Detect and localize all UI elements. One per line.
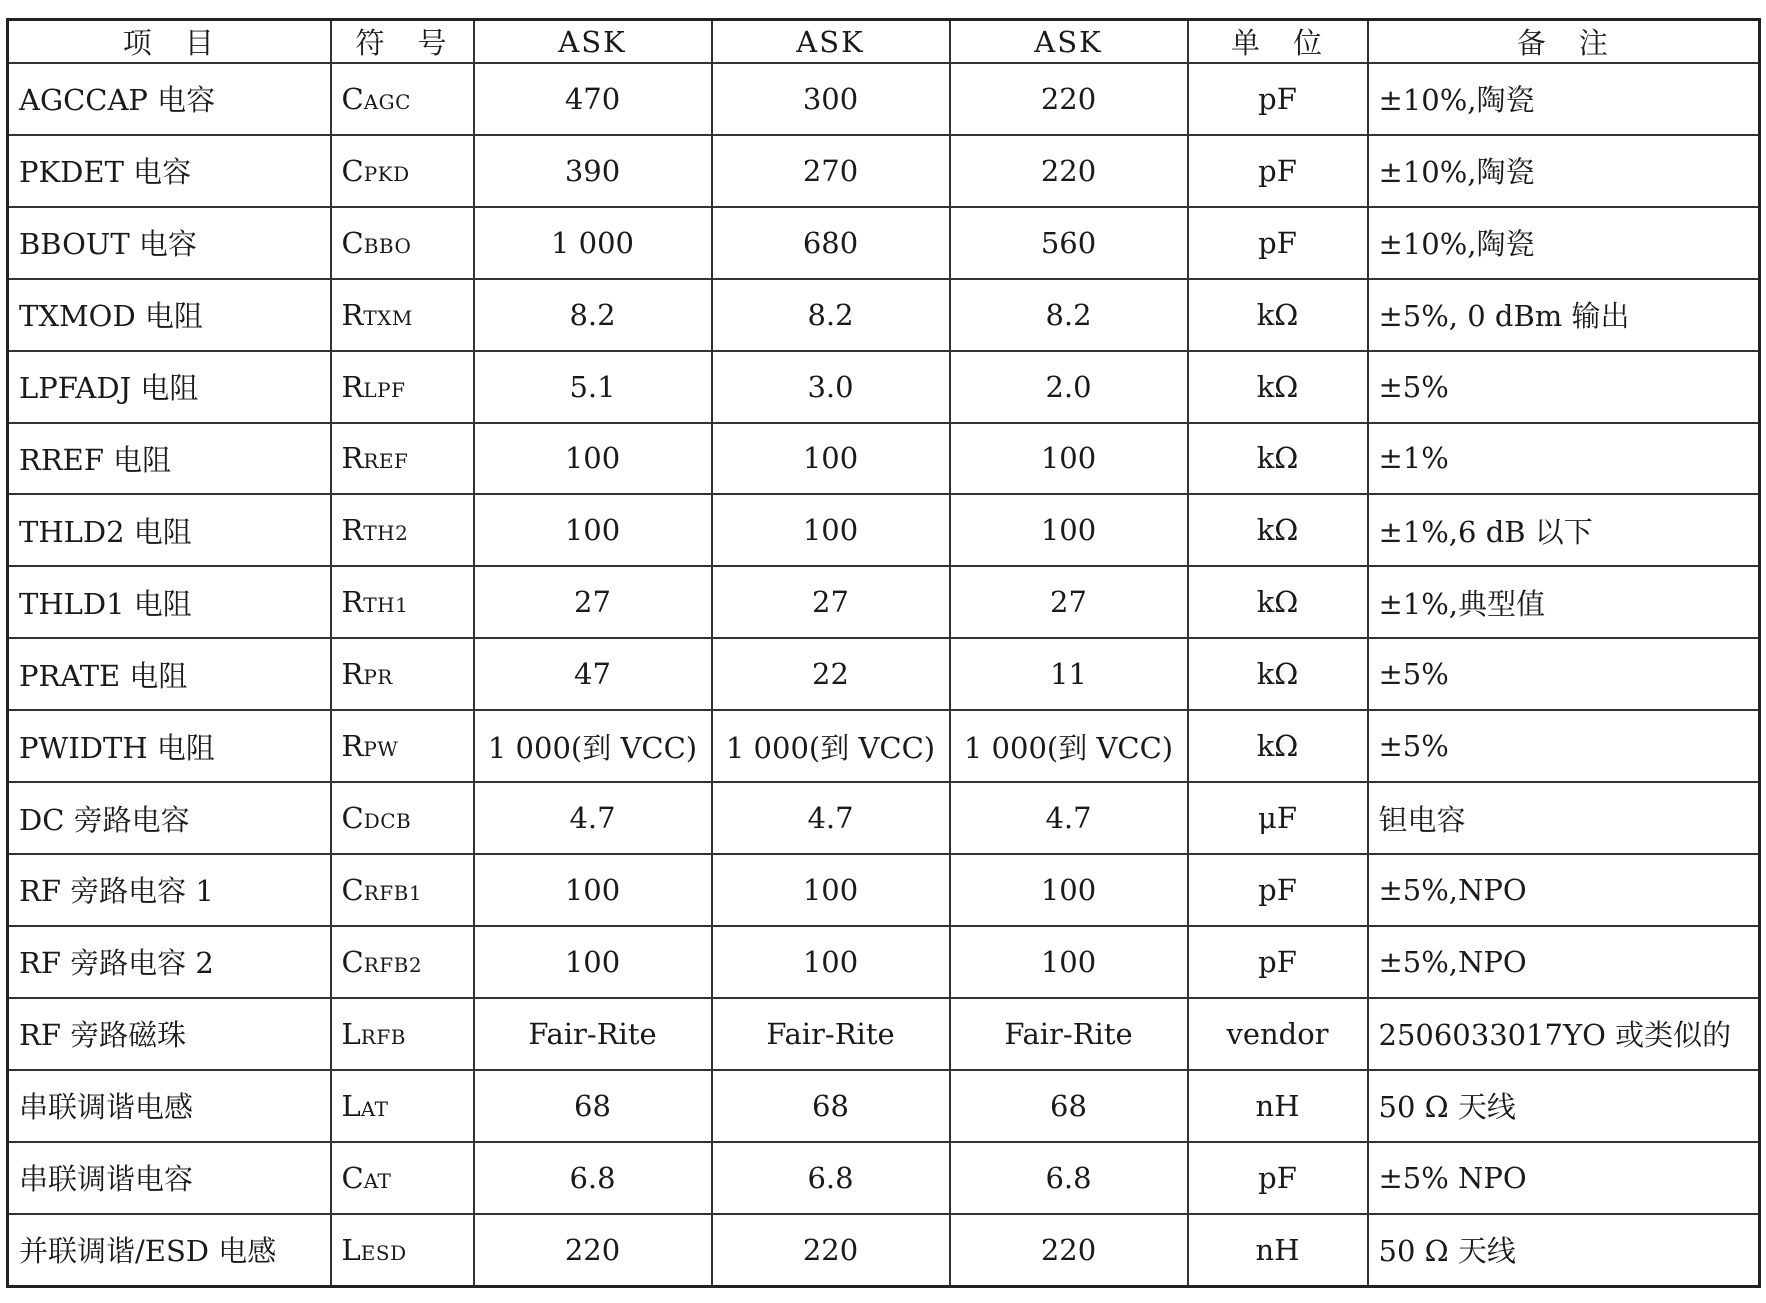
table-row [8,135,1760,207]
cell-note: 钽电容 [1368,782,1760,854]
cell-value-1: 8.2 [474,279,712,351]
cell-value-1: 5.1 [474,351,712,423]
symbol-letter: R [341,729,364,764]
symbol-subscript: RFB2 [363,952,423,977]
cell-value-3: 27 [950,566,1188,638]
cell-value-3: 560 [950,207,1188,279]
cell-item: PRATE 电阻 [8,638,331,710]
cell-value-1: 390 [474,135,712,207]
symbol-letter: L [341,1016,361,1051]
cell-value-1: 100 [474,423,712,495]
cell-unit: vendor [1188,998,1368,1070]
cell-note: ±1%,典型值 [1368,566,1760,638]
symbol-letter: C [341,944,364,979]
cell-symbol [331,566,474,638]
cell-note: ±10%,陶瓷 [1368,63,1760,135]
symbol-letter: R [341,297,364,332]
symbol-subscript: DCB [363,809,412,834]
table-row [8,494,1760,566]
cell-note: ±1%,6 dB 以下 [1368,494,1760,566]
cell-unit: kΩ [1188,351,1368,423]
cell-value-3: 100 [950,926,1188,998]
cell-note: 2506033017YO 或类似的 [1368,998,1760,1070]
cell-symbol [331,494,474,566]
symbol-letter: R [341,585,364,620]
cell-unit: kΩ [1188,423,1368,495]
cell-symbol [331,926,474,998]
cell-value-2: 100 [712,854,950,926]
cell-item: PKDET 电容 [8,135,331,207]
cell-symbol [331,1214,474,1287]
header-unit: 单 位 [1188,20,1368,64]
symbol-subscript: PW [363,737,399,762]
cell-symbol [331,63,474,135]
header-value-3: ASK [950,20,1188,64]
cell-value-3: Fair-Rite [950,998,1188,1070]
cell-value-1: 27 [474,566,712,638]
cell-value-2: 22 [712,638,950,710]
cell-value-2: 27 [712,566,950,638]
cell-value-1: 6.8 [474,1142,712,1214]
cell-note: ±5% [1368,710,1760,782]
symbol-subscript: ESD [360,1240,407,1265]
cell-symbol [331,423,474,495]
cell-value-3: 220 [950,63,1188,135]
symbol-subscript: AT [360,1096,389,1121]
cell-item: PWIDTH 电阻 [8,710,331,782]
symbol-subscript: RFB [360,1024,406,1049]
cell-value-3: 8.2 [950,279,1188,351]
cell-item: 串联调谐电容 [8,1142,331,1214]
symbol-subscript: TH1 [363,593,409,618]
cell-unit: μF [1188,782,1368,854]
cell-value-3: 220 [950,1214,1188,1287]
cell-symbol [331,135,474,207]
table-row [8,782,1760,854]
table-row [8,207,1760,279]
component-spec-table [6,18,1761,1288]
symbol-subscript: PKD [363,161,410,186]
cell-item: RF 旁路电容 1 [8,854,331,926]
table-row [8,566,1760,638]
cell-value-2: 1 000(到 VCC) [712,710,950,782]
cell-symbol [331,782,474,854]
table-row [8,638,1760,710]
symbol-letter: C [341,153,364,188]
table-row [8,423,1760,495]
symbol-letter: C [341,872,364,907]
table-row [8,998,1760,1070]
symbol-subscript: BBO [363,233,412,258]
cell-value-1: 4.7 [474,782,712,854]
cell-unit: kΩ [1188,710,1368,782]
cell-item: TXMOD 电阻 [8,279,331,351]
table-row [8,1070,1760,1142]
cell-note: ±5%,NPO [1368,926,1760,998]
cell-unit: pF [1188,207,1368,279]
symbol-subscript: PR [363,665,393,690]
cell-value-3: 100 [950,494,1188,566]
cell-unit: pF [1188,63,1368,135]
cell-item: 并联调谐/ESD 电感 [8,1214,331,1287]
cell-value-1: Fair-Rite [474,998,712,1070]
cell-value-2: 100 [712,423,950,495]
cell-value-2: 68 [712,1070,950,1142]
cell-item: THLD1 电阻 [8,566,331,638]
cell-value-3: 1 000(到 VCC) [950,710,1188,782]
cell-symbol [331,351,474,423]
cell-note: ±10%,陶瓷 [1368,135,1760,207]
cell-note: ±5%,NPO [1368,854,1760,926]
cell-note: ±5%, 0 dBm 输出 [1368,279,1760,351]
cell-value-2: Fair-Rite [712,998,950,1070]
cell-item: DC 旁路电容 [8,782,331,854]
cell-item: BBOUT 电容 [8,207,331,279]
symbol-subscript: AT [363,1168,392,1193]
cell-unit: nH [1188,1070,1368,1142]
cell-unit: nH [1188,1214,1368,1287]
cell-symbol [331,279,474,351]
symbol-letter: C [341,801,364,836]
table-row [8,63,1760,135]
table-row [8,926,1760,998]
cell-value-2: 680 [712,207,950,279]
cell-value-2: 270 [712,135,950,207]
cell-value-3: 4.7 [950,782,1188,854]
component-table-sheet [6,18,1758,1288]
header-value-2: ASK [712,20,950,64]
table-header-row [8,20,1760,64]
cell-value-2: 100 [712,926,950,998]
cell-unit: kΩ [1188,638,1368,710]
cell-symbol [331,998,474,1070]
cell-value-1: 1 000 [474,207,712,279]
table-row [8,351,1760,423]
cell-value-2: 3.0 [712,351,950,423]
symbol-letter: L [341,1088,361,1123]
table-row [8,710,1760,782]
cell-unit: kΩ [1188,279,1368,351]
header-item: 项 目 [8,20,331,64]
cell-value-1: 470 [474,63,712,135]
cell-item: THLD2 电阻 [8,494,331,566]
cell-symbol [331,710,474,782]
cell-value-3: 100 [950,423,1188,495]
cell-symbol [331,1142,474,1214]
cell-note: ±5% NPO [1368,1142,1760,1214]
cell-value-3: 11 [950,638,1188,710]
cell-value-3: 6.8 [950,1142,1188,1214]
cell-unit: pF [1188,1142,1368,1214]
symbol-subscript: REF [363,449,409,474]
cell-note: ±10%,陶瓷 [1368,207,1760,279]
cell-value-2: 300 [712,63,950,135]
cell-value-2: 220 [712,1214,950,1287]
symbol-letter: C [341,81,364,116]
cell-item: 串联调谐电感 [8,1070,331,1142]
cell-symbol [331,1070,474,1142]
symbol-letter: R [341,441,364,476]
cell-value-1: 100 [474,926,712,998]
cell-value-3: 68 [950,1070,1188,1142]
cell-item: LPFADJ 电阻 [8,351,331,423]
symbol-letter: C [341,225,364,260]
symbol-letter: L [341,1232,361,1267]
symbol-subscript: RFB1 [363,880,423,905]
cell-symbol [331,207,474,279]
cell-unit: pF [1188,926,1368,998]
cell-value-2: 6.8 [712,1142,950,1214]
cell-symbol [331,854,474,926]
cell-note: 50 Ω 天线 [1368,1070,1760,1142]
cell-item: AGCCAP 电容 [8,63,331,135]
cell-value-2: 4.7 [712,782,950,854]
cell-value-1: 47 [474,638,712,710]
symbol-subscript: TH2 [363,521,409,546]
cell-item: RREF 电阻 [8,423,331,495]
table-body [8,63,1760,1287]
cell-unit: pF [1188,854,1368,926]
symbol-letter: C [341,1160,364,1195]
table-row [8,1214,1760,1287]
cell-note: ±1% [1368,423,1760,495]
symbol-letter: R [341,657,364,692]
table-row [8,854,1760,926]
table-row [8,279,1760,351]
header-value-1: ASK [474,20,712,64]
cell-value-3: 220 [950,135,1188,207]
cell-unit: kΩ [1188,494,1368,566]
cell-value-1: 100 [474,854,712,926]
cell-value-2: 8.2 [712,279,950,351]
cell-value-1: 1 000(到 VCC) [474,710,712,782]
header-symbol: 符 号 [331,20,474,64]
cell-symbol [331,638,474,710]
cell-unit: kΩ [1188,566,1368,638]
cell-value-1: 220 [474,1214,712,1287]
cell-value-1: 68 [474,1070,712,1142]
table-row [8,1142,1760,1214]
cell-value-3: 2.0 [950,351,1188,423]
symbol-letter: R [341,513,364,548]
header-note: 备 注 [1368,20,1760,64]
cell-note: 50 Ω 天线 [1368,1214,1760,1287]
cell-value-2: 100 [712,494,950,566]
cell-unit: pF [1188,135,1368,207]
symbol-subscript: AGC [363,89,411,114]
symbol-letter: R [341,369,364,404]
cell-item: RF 旁路磁珠 [8,998,331,1070]
cell-note: ±5% [1368,638,1760,710]
symbol-subscript: TXM [363,305,413,330]
cell-item: RF 旁路电容 2 [8,926,331,998]
cell-value-1: 100 [474,494,712,566]
symbol-subscript: LPF [363,377,406,402]
cell-note: ±5% [1368,351,1760,423]
cell-value-3: 100 [950,854,1188,926]
